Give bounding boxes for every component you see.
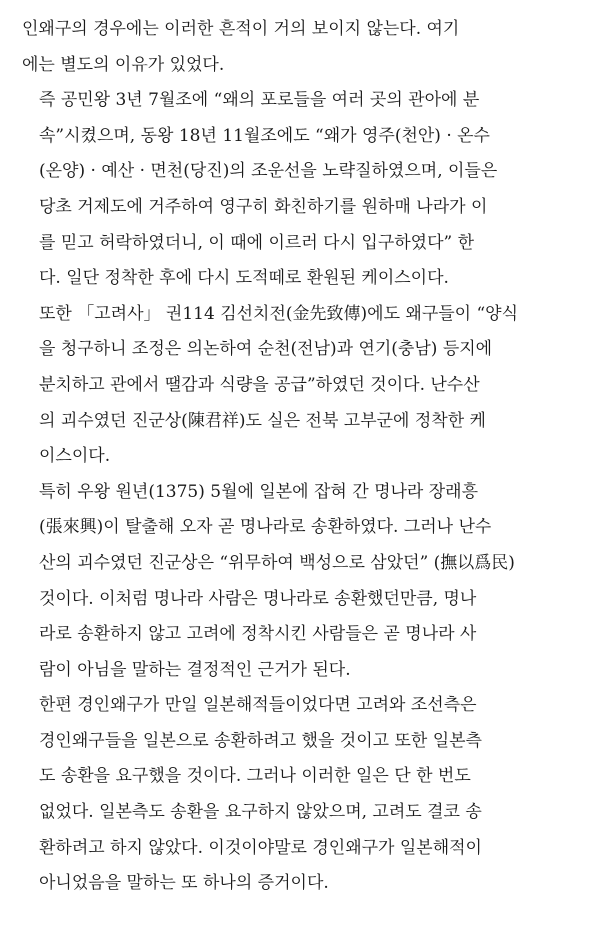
paragraph-1 bbox=[22, 12, 578, 83]
text-line: 를 믿고 허락하였더니, 이 때에 이르러 다시 입구하였다” 한 bbox=[39, 232, 475, 253]
text-line: 아니었음을 말하는 또 하나의 증거이다. bbox=[39, 873, 329, 894]
text-line: 에는 별도의 이유가 있었다. bbox=[22, 54, 225, 75]
text-line: 산의 괴수였던 진군상은 “위무하여 백성으로 삼았던” (撫以爲民) bbox=[39, 552, 515, 573]
paragraph-3 bbox=[22, 297, 578, 475]
paragraph-2 bbox=[22, 83, 578, 297]
text-line: 의 괴수였던 진군상(陳君祥)도 실은 전북 고부군에 정착한 케 bbox=[39, 410, 486, 431]
text-line: (張來興)이 탈출해 오자 곧 명나라로 송환하였다. 그러나 난수 bbox=[39, 517, 492, 538]
text-line: 을 청구하니 조정은 의논하여 순천(전남)과 연기(충남) 등지에 bbox=[39, 339, 493, 360]
text-line: 속”시켰으며, 동왕 18년 11월조에도 “왜가 영주(천안) · 온수 bbox=[39, 125, 490, 146]
text-line: 것이다. 이처럼 명나라 사람은 명나라로 송환했던만큼, 명나 bbox=[39, 588, 477, 609]
paragraph-4 bbox=[22, 475, 578, 689]
text-line: 당초 거제도에 거주하여 영구히 화친하기를 원하매 나라가 이 bbox=[39, 196, 488, 217]
text-line: 즉 공민왕 3년 7월조에 “왜의 포로들을 여러 곳의 관아에 분 bbox=[39, 90, 480, 111]
text-line: 특히 우왕 원년(1375) 5월에 일본에 잡혀 간 명나라 장래흥 bbox=[39, 481, 479, 502]
text-line: 없었다. 일본측도 송환을 요구하지 않았으며, 고려도 결코 송 bbox=[39, 802, 482, 823]
text-line: 이스이다. bbox=[39, 446, 111, 467]
text-line: 도 송환을 요구했을 것이다. 그러나 이러한 일은 단 한 번도 bbox=[39, 766, 471, 787]
text-line: 람이 아님을 말하는 결정적인 근거가 된다. bbox=[39, 659, 351, 680]
text-line: 라로 송환하지 않고 고려에 정착시킨 사람들은 곧 명나라 사 bbox=[39, 624, 477, 645]
text-line: 경인왜구들을 일본으로 송환하려고 했을 것이고 또한 일본측 bbox=[39, 730, 482, 751]
text-line: 인왜구의 경우에는 이러한 흔적이 거의 보이지 않는다. 여기 bbox=[22, 19, 460, 39]
text-line: (온양) · 예산 · 면천(당진)의 조운선을 노략질하였으며, 이들은 bbox=[39, 161, 498, 182]
text-line: 환하려고 하지 않았다. 이것이야말로 경인왜구가 일본해적이 bbox=[39, 837, 482, 858]
text-line: 한편 경인왜구가 만일 일본해적들이었다면 고려와 조선측은 bbox=[39, 695, 477, 716]
text-line: 다. 일단 정착한 후에 다시 도적떼로 환원된 케이스이다. bbox=[39, 268, 449, 289]
text-line: 분치하고 관에서 땔감과 식량을 공급”하였던 것이다. 난수산 bbox=[39, 374, 480, 395]
paragraph-5 bbox=[22, 688, 578, 902]
text-line: 또한 「고려사」 권114 김선치전(金先致傳)에도 왜구들이 “양식 bbox=[39, 303, 519, 324]
